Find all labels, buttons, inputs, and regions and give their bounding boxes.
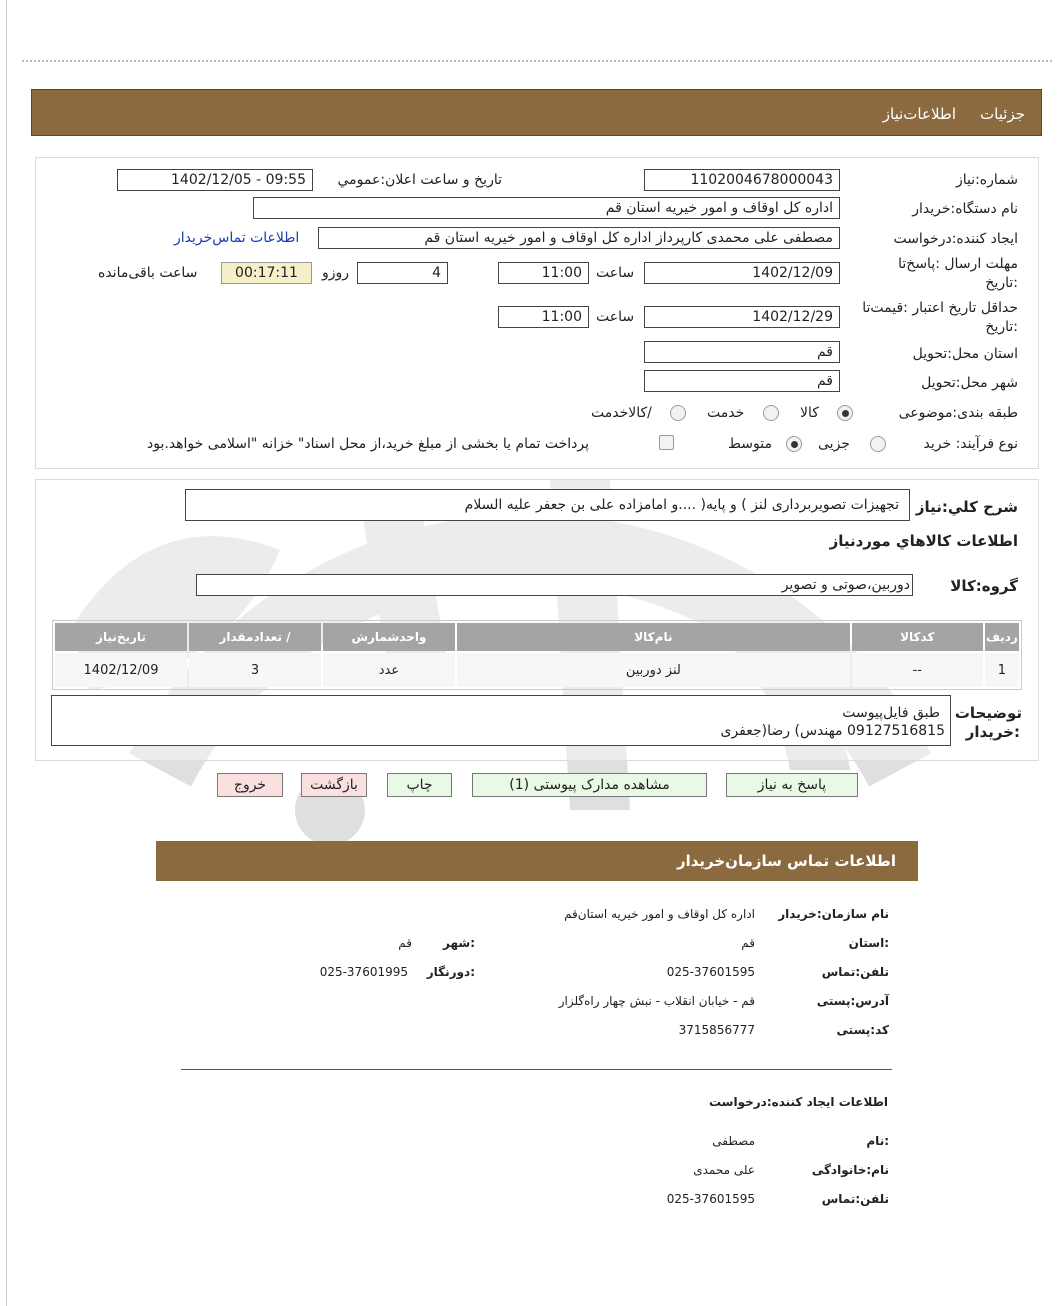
category-label: طبقه بندی:موضوعی <box>898 405 1018 421</box>
goods-table-wrapper <box>52 620 1022 690</box>
creator-family-label: نام:خانوادگی <box>811 1163 889 1177</box>
process-option-minor: جزیی <box>818 436 850 452</box>
left-border <box>6 0 7 1306</box>
city-field: قم <box>644 370 840 392</box>
remaining-timer: 00:17:11 <box>221 262 312 284</box>
payment-note: پرداخت تمام یا بخشی از مبلغ خرید،از محل اسناد" خزانه "اسلامی خواهد.بود <box>147 436 590 452</box>
contact-address-label: آدرس:پستی <box>816 994 889 1008</box>
creator-phone-value: 025-37601595 <box>666 1192 755 1206</box>
creator-phone-label: تلفن:تماس <box>821 1192 889 1206</box>
process-label: نوع فرآیند: خرید <box>923 436 1018 452</box>
need-number-label: شماره:نیاز <box>955 172 1018 188</box>
attachments-button[interactable]: مشاهده مدارک پیوستی (1) <box>472 773 707 797</box>
category-option-service: خدمت <box>707 405 745 421</box>
payment-checkbox[interactable] <box>659 435 674 450</box>
goods-section-title: اطلاعات کالاهاي موردنیاز <box>829 532 1018 550</box>
cell-unit: عدد <box>323 653 455 687</box>
buyer-notes-label-2: :خریدار <box>965 723 1020 741</box>
goods-table <box>53 621 1021 689</box>
page-header <box>31 89 1042 136</box>
col-date: تاریخ‌نیاز <box>55 623 187 651</box>
summary-label: شرح کلي:نیاز <box>915 498 1018 516</box>
tab-need-info[interactable]: اطلاعات‌نیاز <box>882 105 956 123</box>
reply-button[interactable]: پاسخ به نیاز <box>726 773 858 797</box>
cell-qty: 3 <box>189 653 321 687</box>
contact-province-label: :استان <box>848 936 889 950</box>
process-option-medium: متوسط <box>728 436 772 452</box>
need-number-field: 1102004678000043 <box>644 169 840 191</box>
category-radio-goods[interactable] <box>837 405 853 421</box>
buyer-notes-line1: طبق فایل‌پیوست <box>842 705 940 721</box>
table-row <box>55 653 1019 687</box>
contact-postal-value: 3715856777 <box>678 1023 755 1037</box>
deadline-hour-label: ساعت <box>596 265 635 281</box>
group-label: گروه:کالا <box>950 577 1018 595</box>
days-label: روزو <box>322 265 350 281</box>
deadline-label: مهلت ارسال :پاسخ‌تا <box>898 256 1018 272</box>
buyer-contact-link[interactable]: اطلاعات تماس‌خریدار <box>174 230 300 246</box>
summary-field: تجهیزات تصویربرداری لنز ) و پایه( ....و امامزاده علی بن جعفر علیه السلام <box>185 489 910 521</box>
creator-label: ایجاد کننده:درخواست <box>893 231 1018 247</box>
contact-divider <box>181 1069 892 1070</box>
buyer-field: اداره کل اوقاف و امور خیریه استان قم <box>253 197 840 219</box>
deadline-time-field: 11:00 <box>498 262 589 284</box>
creator-family-value: علی محمدی <box>693 1163 755 1177</box>
col-qty: / تعدادمقدار <box>189 623 321 651</box>
contact-phone-label: تلفن:تماس <box>821 965 889 979</box>
announce-label: تاريخ و ساعت اعلان:عمومي <box>337 172 502 188</box>
col-code: کدکالا <box>852 623 983 651</box>
category-radio-both[interactable] <box>670 405 686 421</box>
contact-title: اطلاعات تماس سازمان‌خریدار <box>676 852 896 870</box>
process-radio-minor[interactable] <box>870 436 886 452</box>
buyer-notes-line2: 09127516815 مهندس) رضا(جعفری <box>720 723 945 739</box>
creator-name-value: مصطفی <box>712 1134 755 1148</box>
contact-city-label: :شهر <box>443 936 475 950</box>
validity-label: حداقل تاریخ اعتبار :قیمت‌تا <box>862 300 1018 316</box>
city-label: شهر محل:تحویل <box>921 375 1018 391</box>
print-button[interactable]: چاپ <box>387 773 452 797</box>
category-option-goods: کالا <box>800 405 819 421</box>
cell-row: 1 <box>985 653 1019 687</box>
deadline-date-field: 1402/12/09 <box>644 262 840 284</box>
cell-date: 1402/12/09 <box>55 653 187 687</box>
contact-fax-value: 025-37601995 <box>319 965 408 979</box>
col-name: نام‌کالا <box>457 623 850 651</box>
tab-details[interactable]: جزئیات <box>980 105 1025 123</box>
contact-phone-value: 025-37601595 <box>666 965 755 979</box>
remaining-label: ساعت باقی‌مانده <box>98 265 198 281</box>
contact-city-value: قم <box>398 936 412 950</box>
process-radio-medium[interactable] <box>786 436 802 452</box>
category-radio-service[interactable] <box>763 405 779 421</box>
contact-province-value: قم <box>741 936 755 950</box>
cell-name: لنز دوربین <box>457 653 850 687</box>
back-button[interactable]: بازگشت <box>301 773 367 797</box>
validity-label-2: :تاریخ <box>985 319 1018 335</box>
group-field: دوربین،صوتی و تصویر <box>196 574 913 596</box>
creator-section-title: اطلاعات ایجاد کننده:درخواست <box>708 1095 888 1109</box>
col-unit: واحدشمارش <box>323 623 455 651</box>
org-value: اداره کل اوقاف و امور خیریه استان‌قم <box>564 907 755 921</box>
announce-field: 1402/12/05 - 09:55 <box>117 169 313 191</box>
validity-date-field: 1402/12/29 <box>644 306 840 328</box>
contact-address-value: قم - خیابان انقلاب - نبش چهار راه‌گلزار <box>558 994 755 1008</box>
top-divider <box>22 60 1052 62</box>
category-option-both: /کالاخدمت <box>591 405 652 421</box>
contact-fax-label: :دورنگار <box>426 965 475 979</box>
validity-hour-label: ساعت <box>596 309 635 325</box>
contact-header <box>156 841 918 881</box>
buyer-label: نام دستگاه:خریدار <box>912 201 1018 217</box>
creator-field: مصطفی علی محمدی کارپرداز اداره کل اوقاف و امور خیریه استان قم <box>318 227 840 249</box>
org-label: نام سازمان:خریدار <box>778 907 889 921</box>
deadline-label-2: :تاریخ <box>985 275 1018 291</box>
province-field: قم <box>644 341 840 363</box>
contact-postal-label: کد:پستی <box>836 1023 889 1037</box>
cell-code: -- <box>852 653 983 687</box>
province-label: استان محل:تحویل <box>912 346 1018 362</box>
days-field: 4 <box>357 262 448 284</box>
goods-table-header <box>55 623 1019 651</box>
buyer-notes-label: توضیحات <box>954 704 1022 722</box>
creator-name-label: :نام <box>866 1134 889 1148</box>
col-row: رديف <box>985 623 1019 651</box>
exit-button[interactable]: خروج <box>217 773 283 797</box>
validity-time-field: 11:00 <box>498 306 589 328</box>
